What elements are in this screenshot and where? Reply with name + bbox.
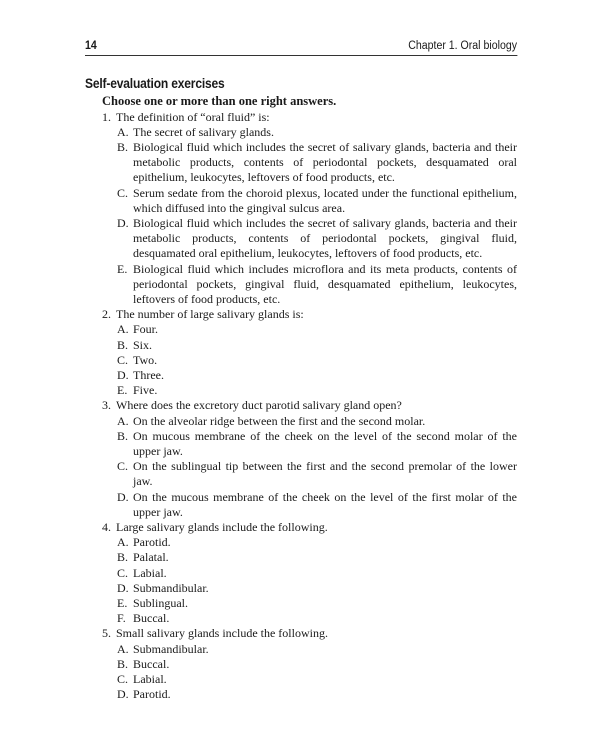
answer-option bbox=[117, 581, 517, 596]
answer-letter: D. bbox=[117, 367, 129, 382]
answer-text: Parotid. bbox=[133, 535, 171, 550]
question-stem bbox=[102, 398, 517, 413]
answer-letter: B. bbox=[117, 656, 129, 671]
page-number: 14 bbox=[85, 40, 97, 52]
answer-letter: A. bbox=[117, 535, 129, 550]
answer-text: Buccal. bbox=[133, 611, 170, 626]
question-item bbox=[85, 110, 517, 308]
answer-option bbox=[117, 490, 517, 520]
answer-option bbox=[117, 383, 517, 398]
question-stem bbox=[102, 110, 517, 125]
answer-letter: B. bbox=[117, 550, 129, 565]
answer-letter: C. bbox=[117, 565, 129, 580]
question-list bbox=[85, 110, 517, 703]
answer-text: Four. bbox=[133, 322, 159, 337]
question-text: Small salivary glands include the following. bbox=[116, 626, 328, 641]
answer-text: On the mucous membrane of the cheek on the level of the first molar of the upper jaw. bbox=[133, 489, 517, 519]
answer-option bbox=[117, 414, 517, 429]
answer-text: Biological fluid which includes microflora and its meta products, contents of periodontal pockets, gingival fluid, desquamated epithelium, leukocytes, leftovers of food products, etc. bbox=[133, 261, 517, 306]
answer-option bbox=[117, 216, 517, 262]
answer-letter: B. bbox=[117, 337, 129, 352]
answer-list bbox=[85, 642, 517, 703]
answer-text: Palatal. bbox=[133, 550, 169, 565]
answer-text: The secret of salivary glands. bbox=[133, 124, 274, 139]
answer-text: On mucous membrane of the cheek on the level of the second molar of the upper jaw. bbox=[133, 428, 517, 458]
answer-text: Two. bbox=[133, 352, 158, 367]
answer-letter: D. bbox=[117, 215, 129, 230]
section-title: Self-evaluation exercises bbox=[85, 75, 225, 91]
answer-option bbox=[117, 550, 517, 565]
answer-option bbox=[117, 338, 517, 353]
answer-letter: F. bbox=[117, 611, 126, 626]
answer-letter: C. bbox=[117, 185, 129, 200]
question-stem bbox=[102, 520, 517, 535]
answer-letter: D. bbox=[117, 687, 129, 702]
question-text: Large salivary glands include the following. bbox=[116, 519, 328, 534]
question-number: 2. bbox=[102, 307, 111, 322]
answer-text: Five. bbox=[133, 383, 158, 398]
answer-text: On the sublingual tip between the first and the second premolar of the lower jaw. bbox=[133, 459, 517, 489]
answer-letter: C. bbox=[117, 672, 129, 687]
answer-letter: E. bbox=[117, 596, 128, 610]
page bbox=[85, 40, 517, 702]
answer-list bbox=[85, 322, 517, 398]
answer-text: Three. bbox=[133, 367, 164, 382]
answer-text: Submandibular. bbox=[133, 641, 209, 656]
answer-letter: D. bbox=[117, 580, 129, 595]
answer-letter: E. bbox=[117, 261, 128, 276]
answer-text: Buccal. bbox=[133, 656, 170, 671]
answer-option bbox=[117, 140, 517, 186]
question-text: The definition of “oral fluid” is: bbox=[116, 109, 270, 124]
answer-letter: A. bbox=[117, 641, 129, 656]
answer-list bbox=[85, 125, 517, 307]
answer-text: Parotid. bbox=[133, 687, 171, 702]
answer-list bbox=[85, 414, 517, 520]
answer-text: Biological fluid which includes the secret of salivary glands, bacteria and their metabolic products, contents of periodontal pockets, desquamated oral epithelium, leukocytes, leftovers of food products, etc. bbox=[133, 139, 517, 185]
instruction: Choose one or more than one right answers. bbox=[102, 94, 337, 108]
answer-text: Sublingual. bbox=[133, 596, 189, 610]
answer-text: On the alveolar ridge between the first and the second molar. bbox=[133, 413, 426, 428]
question-text: The number of large salivary glands is: bbox=[116, 307, 304, 322]
question-number: 3. bbox=[102, 398, 111, 413]
answer-option bbox=[117, 596, 517, 611]
answer-letter: C. bbox=[117, 459, 129, 474]
answer-option bbox=[117, 672, 517, 687]
question-number: 5. bbox=[102, 626, 111, 641]
question-number: 4. bbox=[102, 519, 111, 534]
answer-option bbox=[117, 429, 517, 459]
answer-option bbox=[117, 186, 517, 216]
question-item bbox=[85, 626, 517, 702]
answer-option bbox=[117, 125, 517, 140]
answer-text: Labial. bbox=[133, 672, 167, 687]
answer-letter: E. bbox=[117, 383, 128, 398]
answer-letter: A. bbox=[117, 413, 129, 428]
answer-text: Submandibular. bbox=[133, 580, 209, 595]
question-item bbox=[85, 520, 517, 626]
answer-text: Biological fluid which includes the secret of salivary glands, bacteria and their metabolic products, contents of periodontal pockets, gingival fluid, desquamated oral epithelium, leukocytes, leftovers of food products, etc. bbox=[133, 215, 517, 261]
question-stem bbox=[102, 307, 517, 322]
question-number: 1. bbox=[102, 109, 111, 124]
answer-option bbox=[117, 353, 517, 368]
answer-option bbox=[117, 657, 517, 672]
answer-option bbox=[117, 459, 517, 489]
answer-letter: A. bbox=[117, 124, 129, 139]
answer-option bbox=[117, 611, 517, 626]
answer-text: Labial. bbox=[133, 565, 167, 580]
answer-option bbox=[117, 322, 517, 337]
question-item bbox=[85, 398, 517, 520]
chapter-title: Chapter 1. Oral biology bbox=[408, 40, 518, 52]
answer-text: Six. bbox=[133, 337, 153, 352]
answer-letter: B. bbox=[117, 139, 129, 154]
running-header bbox=[85, 40, 517, 56]
answer-option bbox=[117, 566, 517, 581]
answer-text: Serum sedate from the choroid plexus, located under the functional epithelium, which diffused into the gingival sulcus area. bbox=[133, 185, 517, 215]
answer-letter: B. bbox=[117, 428, 129, 443]
question-stem bbox=[102, 626, 517, 641]
answer-letter: C. bbox=[117, 352, 129, 367]
question-text: Where does the excretory duct parotid salivary gland open? bbox=[116, 398, 402, 413]
answer-option bbox=[117, 687, 517, 702]
answer-letter: A. bbox=[117, 322, 129, 337]
answer-option bbox=[117, 642, 517, 657]
question-item bbox=[85, 307, 517, 398]
answer-list bbox=[85, 535, 517, 626]
answer-option bbox=[117, 535, 517, 550]
answer-option bbox=[117, 262, 517, 308]
answer-option bbox=[117, 368, 517, 383]
answer-letter: D. bbox=[117, 489, 129, 504]
